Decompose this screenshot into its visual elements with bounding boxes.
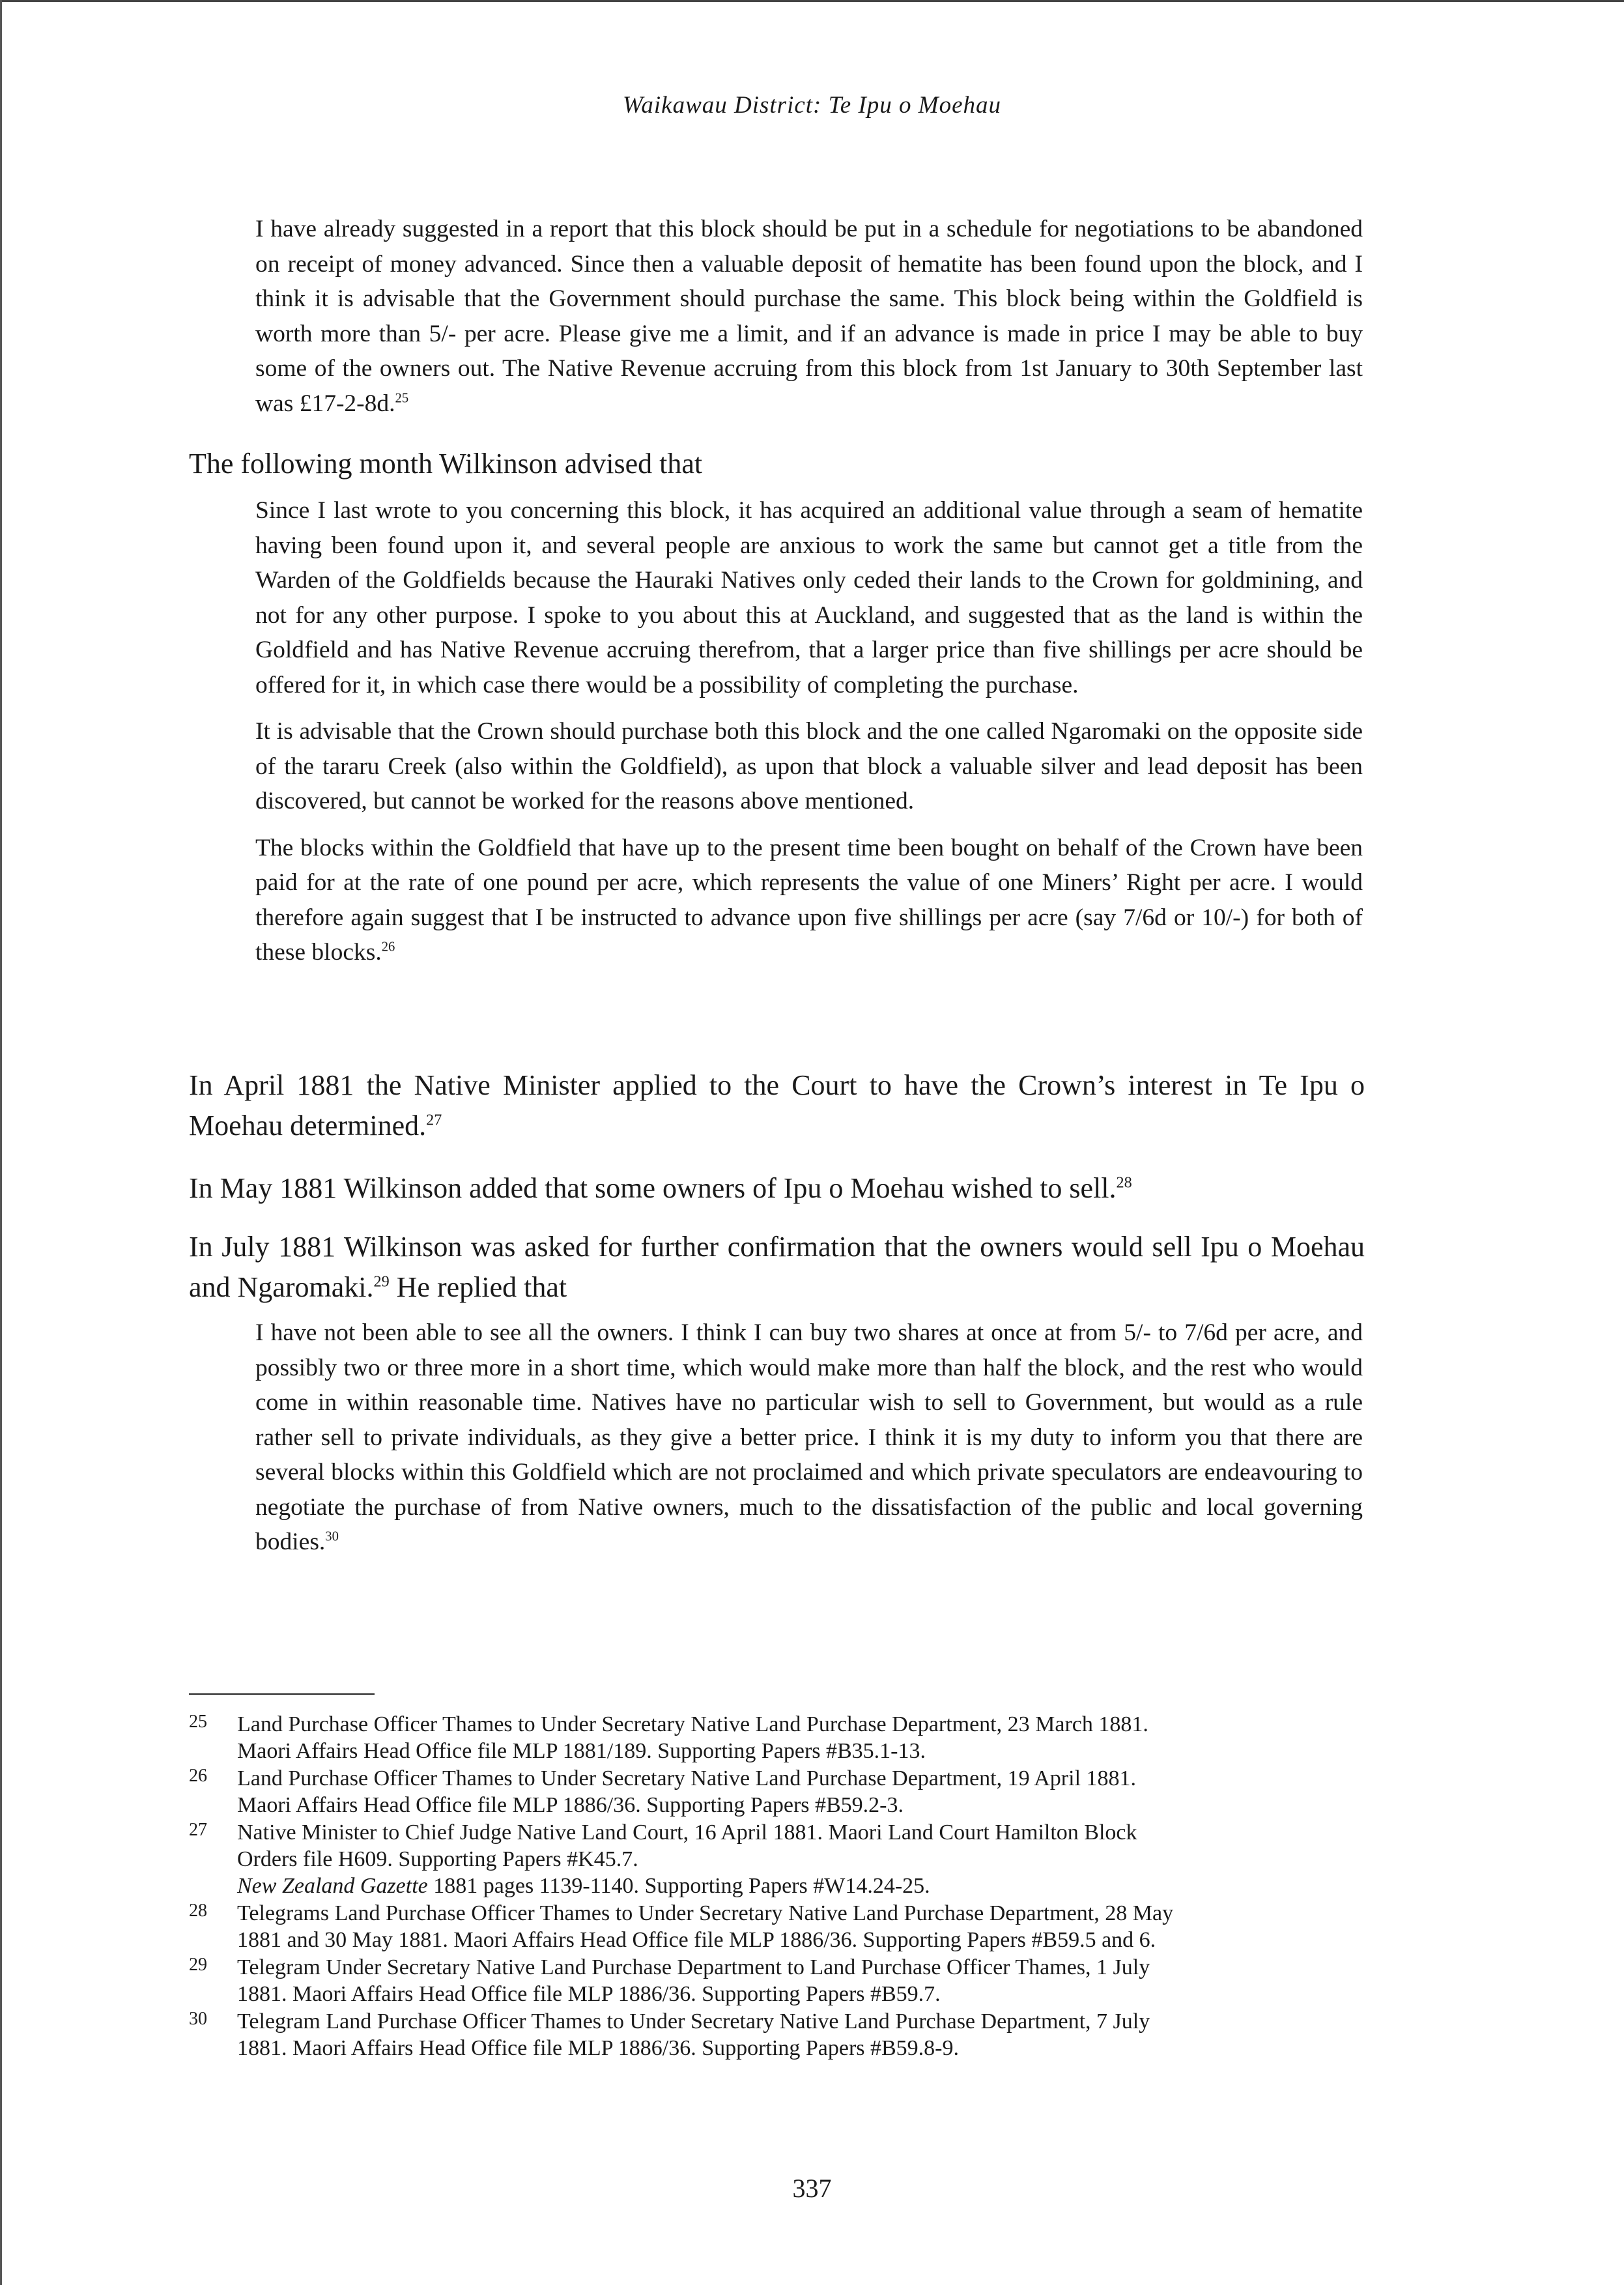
footnote-line: Telegrams Land Purchase Officer Thames to Under Secretary Native Land Purchase Department, 28 May [237,1901,1174,1925]
quote-paragraph [255,1315,1363,1560]
footnote-25 [189,1711,1368,1764]
quote-paragraph [255,831,1363,970]
footnote-line: Native Minister to Chief Judge Native Land Court, 16 April 1881. Maori Land Court Hamilton Block [237,1820,1137,1845]
footnote-line: Telegram Under Secretary Native Land Purchase Department to Land Purchase Officer Thames, 1 July [237,1955,1150,1979]
footnote-line: 1881. Maori Affairs Head Office file MLP 1886/36. Supporting Papers #B59.7. [237,1982,941,2006]
quote-text: I have already suggested in a report that this block should be put in a schedule for negotiations to be abandoned on receipt of money advanced. Since then a valuable deposit of hematite has been found upon the block, and I think it is advisable that the Government should purchase the same. This block being within the Goldfield is worth more than 5/- per acre. Please give me a limit, and if an advance is made in price I may be able to buy some of the owners out. The Native Revenue accruing from this block from 1st January to 30th September last was £17-2-8d. [255,216,1363,417]
footnote-ref[interactable]: 26 [381,940,395,955]
footnote-divider [189,1693,375,1695]
publication-title: New Zealand Gazette [237,1874,428,1898]
footnote-line: Orders file H609. Supporting Papers #K45.7. [237,1847,638,1871]
footnote-body [237,1819,1368,1899]
footnote-ref[interactable]: 25 [395,391,409,405]
footnote-body [237,1711,1368,1764]
footnote-line: Maori Affairs Head Office file MLP 1886/36. Supporting Papers #B59.2-3. [237,1793,904,1817]
footnote-line: Telegram Land Purchase Officer Thames to Under Secretary Native Land Purchase Department, 7 July [237,2009,1150,2034]
footnote-number: 26 [189,1766,207,1786]
footnote-26 [189,1765,1368,1818]
footnote-ref[interactable]: 30 [325,1529,339,1544]
body-text: In May 1881 Wilkinson added that some owners of Ipu o Moehau wished to sell. [189,1172,1117,1204]
footnote-body [237,2008,1368,2062]
footnote-number: 29 [189,1955,207,1975]
footnote-line [237,1873,1368,1899]
page-number: 337 [792,2174,832,2203]
footnote-body [237,1900,1368,1953]
footnote-number: 25 [189,1712,207,1732]
body-paragraph-3 [189,1168,1365,1209]
footnote-line: 1881 and 30 May 1881. Maori Affairs Head Office file MLP 1886/36. Supporting Papers #B59.5 and 6. [237,1928,1156,1952]
quote-text: I have not been able to see all the owners. I think I can buy two shares at once at from 5/- to 7/6d per acre, and possibly two or three more in a short time, which would make more than half the block, and the rest who would come in within reasonable time. Natives have no particular wish to sell to Government, but would as a rule rather sell to private individuals, as they give a better price. I think it is my duty to inform you that there are several blocks within this Goldfield which are not proclaimed and which private speculators are endeavouring to negotiate the purchase of from Native owners, much to the dissatisfaction of the public and local governing bodies. [255,1319,1363,1555]
footnote-body [237,1954,1368,2007]
footnote-body [237,1765,1368,1818]
quote-paragraph [255,714,1363,819]
running-header: Waikawau District: Te Ipu o Moehau [622,92,1002,119]
footnote-line: Land Purchase Officer Thames to Under Secretary Native Land Purchase Department, 23 March 1881. [237,1712,1148,1736]
footnote-28 [189,1900,1368,1953]
body-text: He replied that [389,1271,567,1303]
footnote-line: 1881. Maori Affairs Head Office file MLP 1886/36. Supporting Papers #B59.8-9. [237,2036,960,2060]
quote-text: The blocks within the Goldfield that have up to the present time been bought on behalf of the Crown have been paid for at the rate of one pound per acre, which represents the value of one Miners’ Right per acre. I would therefore again suggest that I be instructed to advance upon five shillings per acre (say 7/6d or 10/-) for both of these blocks. [255,834,1363,966]
body-paragraph-2 [189,1065,1365,1146]
footnote-number: 28 [189,1901,207,1921]
page-edge-top [0,0,1624,2]
footnote-ref[interactable]: 29 [373,1272,390,1291]
footnote-text: 1881 pages 1139-1140. Supporting Papers #W14.24-25. [427,1874,930,1898]
body-paragraph-1 [189,444,1365,484]
block-quote-2 [255,493,1363,982]
block-quote-3 [255,1315,1363,1572]
body-text: In April 1881 the Native Minister applied to the Court to have the Crown’s interest in Te Ipu o Moehau determined. [189,1069,1365,1142]
footnote-number: 30 [189,2009,207,2029]
footnotes [189,1711,1368,2062]
body-paragraph-4 [189,1227,1365,1308]
footnote-line: Land Purchase Officer Thames to Under Secretary Native Land Purchase Department, 19 April 1881. [237,1766,1137,1790]
footnote-27 [189,1819,1368,1899]
footnote-line: Maori Affairs Head Office file MLP 1881/189. Supporting Papers #B35.1-13. [237,1739,926,1763]
footnote-29 [189,1954,1368,2007]
quote-text: Since I last wrote to you concerning this block, it has acquired an additional value through a seam of hematite having been found upon it, and several people are anxious to work the same but cannot get a title from the Warden of the Goldfields because the Hauraki Natives only ceded their lands to the Crown for goldmining, and not for any other purpose. I spoke to you about this at Auckland, and suggested that as the land is within the Goldfield and has Native Revenue accruing therefrom, that a larger price than five shillings per acre should be offered for it, in which case there would be a possibility of completing the purchase. [255,497,1363,698]
footnote-30 [189,2008,1368,2062]
footnote-ref[interactable]: 28 [1116,1173,1132,1192]
page-edge-left [0,0,2,2285]
quote-paragraph [255,212,1363,421]
footnote-ref[interactable]: 27 [426,1111,442,1129]
body-text: In July 1881 Wilkinson was asked for further confirmation that the owners would sell Ipu o Moehau and Ngaromaki. [189,1231,1365,1303]
footnote-number: 27 [189,1820,207,1840]
block-quote-1 [255,212,1363,433]
quote-text: It is advisable that the Crown should purchase both this block and the one called Ngaromaki on the opposite side of the tararu Creek (also within the Goldfield), as upon that block a valuable silver and lead deposit has been discovered, but cannot be worked for the reasons above mentioned. [255,718,1363,814]
quote-paragraph [255,493,1363,702]
body-text: The following month Wilkinson advised that [189,448,703,480]
